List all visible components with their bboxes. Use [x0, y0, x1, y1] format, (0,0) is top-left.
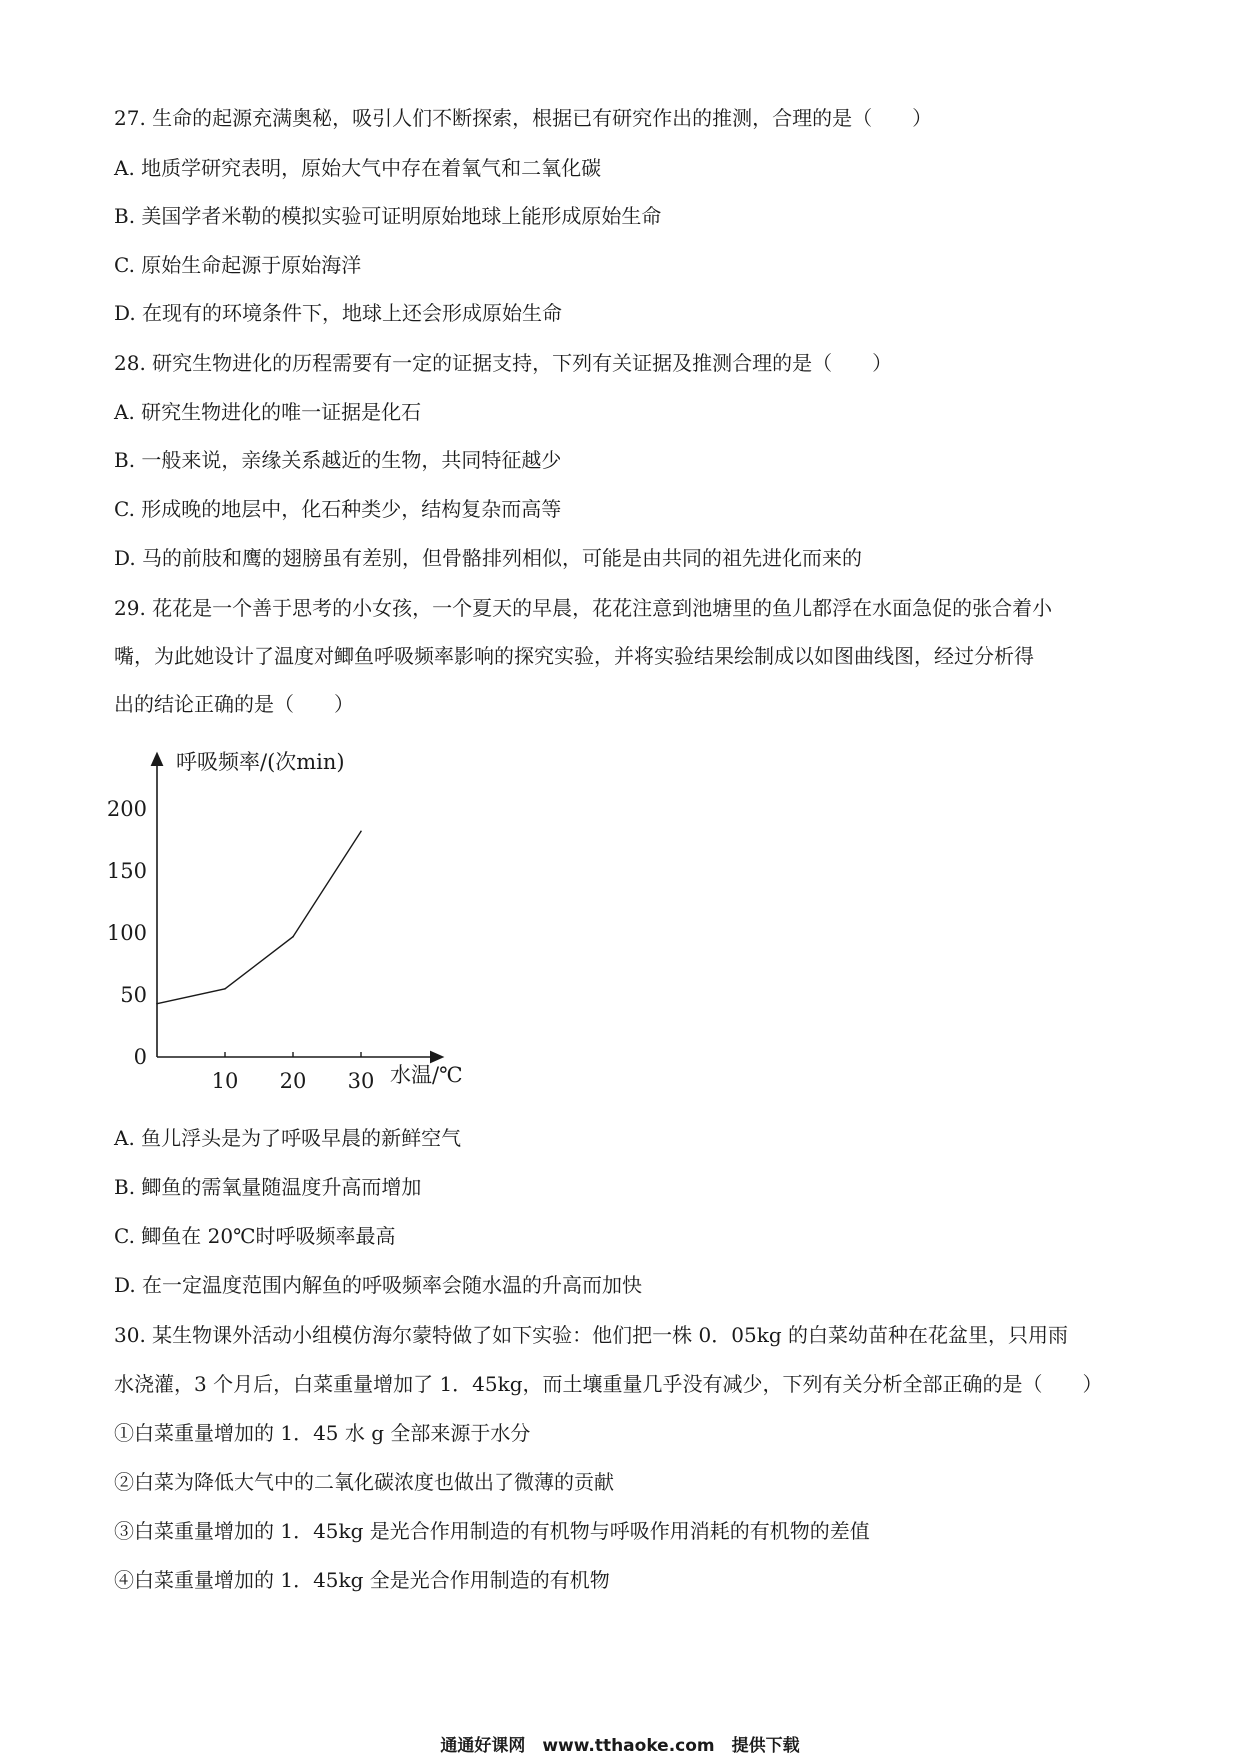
question-27-option-c: C. 原始生命起源于原始海洋 [114, 253, 362, 277]
question-29-stem-line-2: 嘴，为此她设计了温度对鲫鱼呼吸频率影响的探究实验，并将实验结果绘制成以如图曲线图，经过分析得 [114, 644, 1034, 668]
y-tick-label: 50 [120, 983, 147, 1007]
x-tick-label: 30 [347, 1069, 375, 1093]
x-tick-label: 10 [211, 1069, 239, 1093]
y-tick-label: 200 [106, 797, 147, 821]
series-point [156, 1003, 158, 1005]
question-29-stem-line-1: 29. 花花是一个善于思考的小女孩，一个夏天的早晨，花花注意到池塘里的鱼儿都浮在水面急促的张合着小 [114, 596, 1053, 620]
series-points [156, 831, 362, 1005]
y-axis-label: 呼吸频率/(次min) [176, 750, 345, 774]
series-point [224, 988, 226, 990]
x-axis-label: 水温/℃ [390, 1063, 463, 1087]
series-point [360, 831, 362, 833]
question-28-option-b: B. 一般来说，亲缘关系越近的生物，共同特征越少 [114, 448, 562, 472]
question-27-stem: 27. 生命的起源充满奥秘，吸引人们不断探索，根据已有研究作出的推测，合理的是（ ） [114, 106, 933, 130]
question-27-option-a: A. 地质学研究表明，原始大气中存在着氧气和二氧化碳 [114, 156, 602, 180]
question-27-option-b: B. 美国学者米勒的模拟实验可证明原始地球上能形成原始生命 [114, 204, 662, 228]
y-tick-labels [107, 797, 147, 1069]
question-30-stem-line-2: 水浇灌，3 个月后，白菜重量增加了 1．45kg，而土壤重量几乎没有减少，下列有关分析全部正确的是（ ） [114, 1372, 1103, 1396]
question-27-option-d: D. 在现有的环境条件下，地球上还会形成原始生命 [114, 301, 563, 325]
question-30-item-4: ④白菜重量增加的 1．45kg 全是光合作用制造的有机物 [114, 1568, 610, 1592]
question-30-item-3: ③白菜重量增加的 1．45kg 是光合作用制造的有机物与呼吸作用消耗的有机物的差值 [114, 1519, 870, 1543]
question-30-item-1: ①白菜重量增加的 1．45 水 g 全部来源于水分 [114, 1421, 531, 1445]
question-29-option-a: A. 鱼儿浮头是为了呼吸早晨的新鲜空气 [114, 1126, 462, 1150]
x-tick-labels [212, 1052, 375, 1093]
y-tick-label: 150 [106, 859, 147, 883]
question-28-option-c: C. 形成晚的地层中，化石种类少，结构复杂而高等 [114, 497, 562, 521]
question-29-stem-line-3: 出的结论正确的是（ ） [114, 692, 354, 716]
series-line [157, 831, 361, 1003]
y-tick-label: 0 [133, 1045, 147, 1069]
x-tick-label: 20 [279, 1069, 307, 1093]
question-28-stem: 28. 研究生物进化的历程需要有一定的证据支持，下列有关证据及推测合理的是（ ） [114, 351, 893, 375]
question-29-option-b: B. 鲫鱼的需氧量随温度升高而增加 [114, 1175, 422, 1199]
question-28-option-d: D. 马的前肢和鹰的翅膀虽有差别，但骨骼排列相似，可能是由共同的祖先进化而来的 [114, 546, 863, 570]
question-29-option-c: C. 鲫鱼在 20℃时呼吸频率最高 [114, 1224, 396, 1248]
respiration-rate-chart [106, 745, 482, 1097]
page-footer: 通通好课网 www.tthaoke.com 提供下载 [440, 1736, 800, 1756]
question-30-stem-line-1: 30. 某生物课外活动小组模仿海尔蒙特做了如下实验：他们把一株 0．05kg 的白菜幼苗种在花盆里，只用雨 [114, 1323, 1068, 1347]
question-29-option-d: D. 在一定温度范围内解鱼的呼吸频率会随水温的升高而加快 [114, 1273, 643, 1297]
series-point [292, 936, 294, 938]
y-tick-label: 100 [106, 921, 147, 945]
question-30-item-2: ②白菜为降低大气中的二氧化碳浓度也做出了微薄的贡献 [114, 1470, 614, 1494]
question-28-option-a: A. 研究生物进化的唯一证据是化石 [114, 400, 422, 424]
